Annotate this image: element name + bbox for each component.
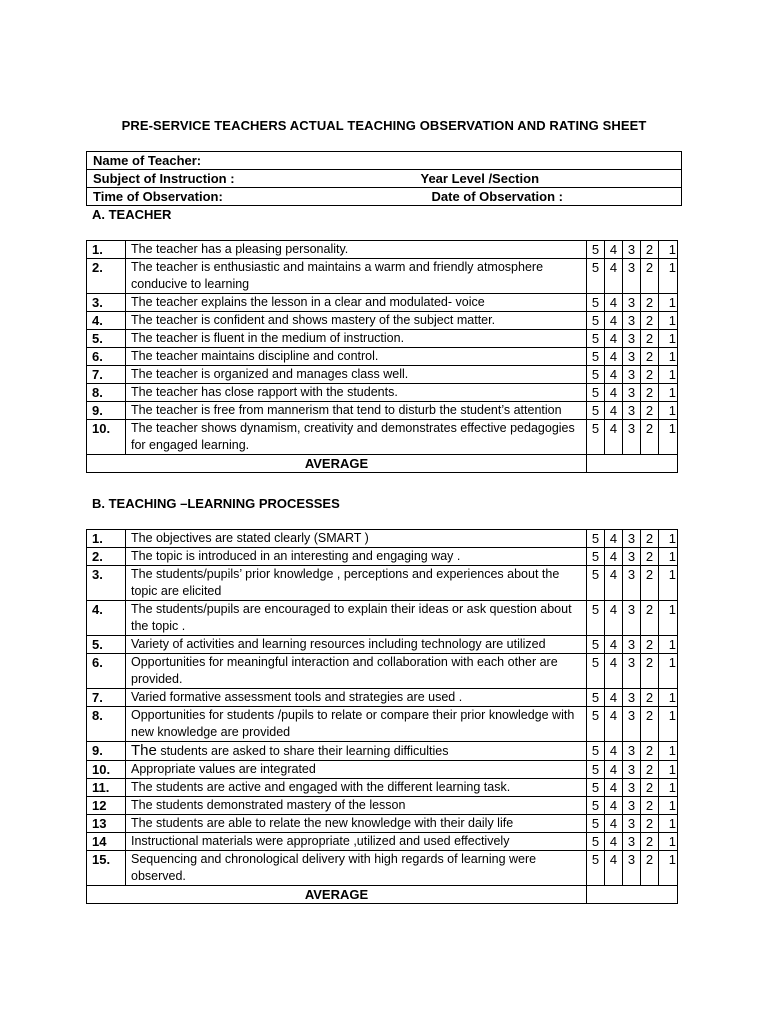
rating-option-3[interactable]: 3 (623, 636, 641, 654)
rating-option-5[interactable]: 5 (587, 330, 605, 348)
rating-option-4[interactable]: 4 (605, 366, 623, 384)
rating-option-4[interactable]: 4 (605, 636, 623, 654)
rating-option-1[interactable]: 1 (659, 366, 678, 384)
average-row (87, 455, 678, 473)
rating-option-1[interactable]: 1 (659, 742, 678, 761)
rating-option-4[interactable]: 4 (605, 548, 623, 566)
rating-option-2[interactable]: 2 (641, 689, 659, 707)
average-value-field[interactable] (587, 455, 678, 473)
rating-option-4[interactable]: 4 (605, 761, 623, 779)
item-description: Opportunities for meaningful interaction and collaboration with each other are provided. (126, 654, 587, 689)
rating-option-2[interactable]: 2 (641, 366, 659, 384)
rating-option-4[interactable]: 4 (605, 779, 623, 797)
rating-option-4[interactable]: 4 (605, 259, 623, 294)
info-row-name (87, 152, 682, 170)
rating-option-1[interactable]: 1 (659, 601, 678, 636)
rating-option-2[interactable]: 2 (641, 294, 659, 312)
rating-option-1[interactable]: 1 (659, 294, 678, 312)
rating-option-2[interactable]: 2 (641, 548, 659, 566)
rating-option-2[interactable]: 2 (641, 259, 659, 294)
rating-option-4[interactable]: 4 (605, 689, 623, 707)
rating-option-2[interactable]: 2 (641, 530, 659, 548)
item-description: Appropriate values are integrated (126, 761, 587, 779)
table-row (87, 636, 678, 654)
rating-option-4[interactable]: 4 (605, 815, 623, 833)
item-number: 6. (87, 654, 126, 689)
rating-option-1[interactable]: 1 (659, 348, 678, 366)
item-description: Sequencing and chronological delivery with high regards of learning were observed. (126, 851, 587, 886)
rating-option-1[interactable]: 1 (659, 420, 678, 455)
rating-option-3[interactable]: 3 (623, 851, 641, 886)
rating-option-4[interactable]: 4 (605, 797, 623, 815)
rating-option-3[interactable]: 3 (623, 259, 641, 294)
rating-option-2[interactable]: 2 (641, 420, 659, 455)
rating-option-4[interactable]: 4 (605, 707, 623, 742)
time-label: Time of Observation: (93, 189, 223, 204)
rating-option-2[interactable]: 2 (641, 707, 659, 742)
rating-option-5[interactable]: 5 (587, 654, 605, 689)
rating-option-3[interactable]: 3 (623, 779, 641, 797)
rating-option-5[interactable]: 5 (587, 742, 605, 761)
table-row (87, 312, 678, 330)
rating-option-5[interactable]: 5 (587, 366, 605, 384)
table-row (87, 348, 678, 366)
table-row (87, 707, 678, 742)
rating-option-3[interactable]: 3 (623, 420, 641, 455)
rating-option-5[interactable]: 5 (587, 689, 605, 707)
item-description: The topic is introduced in an interesting and engaging way . (126, 548, 587, 566)
item-number: 6. (87, 348, 126, 366)
item-number: 10. (87, 420, 126, 455)
rating-option-3[interactable]: 3 (623, 689, 641, 707)
rating-option-4[interactable]: 4 (605, 241, 623, 259)
rating-option-3[interactable]: 3 (623, 742, 641, 761)
table-row (87, 294, 678, 312)
info-row-time (87, 188, 682, 206)
rating-option-2[interactable]: 2 (641, 851, 659, 886)
average-value-field[interactable] (587, 886, 678, 904)
rating-option-4[interactable]: 4 (605, 851, 623, 886)
rating-option-5[interactable]: 5 (587, 636, 605, 654)
rating-option-5[interactable]: 5 (587, 241, 605, 259)
rating-option-5[interactable]: 5 (587, 815, 605, 833)
item-description: The students demonstrated mastery of the lesson (126, 797, 587, 815)
rating-option-2[interactable]: 2 (641, 833, 659, 851)
rating-option-1[interactable]: 1 (659, 689, 678, 707)
rating-option-1[interactable]: 1 (659, 654, 678, 689)
rating-option-4[interactable]: 4 (605, 420, 623, 455)
rating-option-3[interactable]: 3 (623, 548, 641, 566)
rating-option-3[interactable]: 3 (623, 348, 641, 366)
rating-option-5[interactable]: 5 (587, 851, 605, 886)
item-number: 2. (87, 259, 126, 294)
average-row (87, 886, 678, 904)
table-row (87, 815, 678, 833)
rating-option-3[interactable]: 3 (623, 384, 641, 402)
rating-option-3[interactable]: 3 (623, 761, 641, 779)
rating-option-2[interactable]: 2 (641, 241, 659, 259)
rating-option-3[interactable]: 3 (623, 402, 641, 420)
rating-option-3[interactable]: 3 (623, 566, 641, 601)
rating-option-1[interactable]: 1 (659, 241, 678, 259)
item-description: The teacher is confident and shows mastery of the subject matter. (126, 312, 587, 330)
item-description: The teacher shows dynamism, creativity and demonstrates effective pedagogies for engaged learning. (126, 420, 587, 455)
rating-option-1[interactable]: 1 (659, 815, 678, 833)
rating-option-4[interactable]: 4 (605, 402, 623, 420)
rating-option-2[interactable]: 2 (641, 312, 659, 330)
item-description: The teacher is free from mannerism that tend to disturb the student’s attention (126, 402, 587, 420)
item-number: 5. (87, 636, 126, 654)
rating-option-5[interactable]: 5 (587, 294, 605, 312)
rating-option-3[interactable]: 3 (623, 294, 641, 312)
subject-and-year-field[interactable] (87, 170, 682, 188)
item-number: 3. (87, 294, 126, 312)
item-description: The teacher has close rapport with the students. (126, 384, 587, 402)
rating-option-3[interactable]: 3 (623, 312, 641, 330)
rating-option-4[interactable]: 4 (605, 294, 623, 312)
item-number: 7. (87, 689, 126, 707)
rating-option-5[interactable]: 5 (587, 384, 605, 402)
item-description: The students/pupils’ prior knowledge , perceptions and experiences about the topic are elicited (126, 566, 587, 601)
rating-option-3[interactable]: 3 (623, 530, 641, 548)
rating-option-4[interactable]: 4 (605, 330, 623, 348)
rating-option-2[interactable]: 2 (641, 384, 659, 402)
rating-option-4[interactable]: 4 (605, 601, 623, 636)
item-number: 9. (87, 402, 126, 420)
rating-option-2[interactable]: 2 (641, 330, 659, 348)
item-description (126, 742, 587, 761)
rating-option-3[interactable]: 3 (623, 815, 641, 833)
rating-option-5[interactable]: 5 (587, 566, 605, 601)
table-row (87, 851, 678, 886)
rating-option-5[interactable]: 5 (587, 548, 605, 566)
table-row (87, 330, 678, 348)
rating-option-1[interactable]: 1 (659, 312, 678, 330)
rating-option-3[interactable]: 3 (623, 654, 641, 689)
section-b-table (86, 529, 678, 904)
rating-option-4[interactable]: 4 (605, 348, 623, 366)
item-number: 3. (87, 566, 126, 601)
table-row (87, 779, 678, 797)
item-number: 1. (87, 530, 126, 548)
item-description: The students are able to relate the new knowledge with their daily life (126, 815, 587, 833)
table-row (87, 742, 678, 761)
item-number: 15. (87, 851, 126, 886)
rating-option-2[interactable]: 2 (641, 402, 659, 420)
rating-option-2[interactable]: 2 (641, 761, 659, 779)
table-row (87, 259, 678, 294)
average-label: AVERAGE (87, 886, 587, 904)
time-and-date-field[interactable] (87, 188, 682, 206)
item-description: Opportunities for students /pupils to relate or compare their prior knowledge with new knowledge are provided (126, 707, 587, 742)
item-number: 11. (87, 779, 126, 797)
rating-option-4[interactable]: 4 (605, 654, 623, 689)
rating-option-3[interactable]: 3 (623, 833, 641, 851)
rating-option-5[interactable]: 5 (587, 761, 605, 779)
item-description: The teacher is enthusiastic and maintains a warm and friendly atmosphere conducive to learning (126, 259, 587, 294)
item-number: 4. (87, 312, 126, 330)
item-number: 9. (87, 742, 126, 761)
rating-option-5[interactable]: 5 (587, 779, 605, 797)
rating-option-3[interactable]: 3 (623, 241, 641, 259)
rating-option-4[interactable]: 4 (605, 384, 623, 402)
item-description: The students are active and engaged with the different learning task. (126, 779, 587, 797)
rating-option-5[interactable]: 5 (587, 707, 605, 742)
item-number: 1. (87, 241, 126, 259)
rating-option-1[interactable]: 1 (659, 707, 678, 742)
rating-option-5[interactable]: 5 (587, 420, 605, 455)
table-row (87, 530, 678, 548)
table-row (87, 366, 678, 384)
section-a-heading: A. TEACHER (92, 207, 172, 222)
rating-option-5[interactable]: 5 (587, 797, 605, 815)
rating-option-5[interactable]: 5 (587, 312, 605, 330)
table-row (87, 420, 678, 455)
item-number: 13 (87, 815, 126, 833)
rating-option-2[interactable]: 2 (641, 797, 659, 815)
item-description: The objectives are stated clearly (SMART ) (126, 530, 587, 548)
rating-option-3[interactable]: 3 (623, 330, 641, 348)
rating-option-4[interactable]: 4 (605, 833, 623, 851)
table-row (87, 241, 678, 259)
item-number: 7. (87, 366, 126, 384)
rating-option-1[interactable]: 1 (659, 384, 678, 402)
item-description: The teacher has a pleasing personality. (126, 241, 587, 259)
rating-option-2[interactable]: 2 (641, 566, 659, 601)
info-row-subject (87, 170, 682, 188)
subject-label: Subject of Instruction : (93, 171, 235, 186)
rating-option-1[interactable]: 1 (659, 530, 678, 548)
name-of-teacher-field[interactable]: Name of Teacher: (87, 152, 682, 170)
date-label: Date of Observation : (431, 189, 563, 204)
rating-option-1[interactable]: 1 (659, 259, 678, 294)
rating-option-2[interactable]: 2 (641, 742, 659, 761)
table-row (87, 797, 678, 815)
rating-option-5[interactable]: 5 (587, 833, 605, 851)
item-description: Varied formative assessment tools and strategies are used . (126, 689, 587, 707)
year-level-label: Year Level /Section (420, 171, 540, 186)
table-row (87, 384, 678, 402)
table-row (87, 601, 678, 636)
rating-option-2[interactable]: 2 (641, 348, 659, 366)
rating-option-3[interactable]: 3 (623, 366, 641, 384)
item-number: 10. (87, 761, 126, 779)
item-description: The teacher is organized and manages class well. (126, 366, 587, 384)
rating-option-1[interactable]: 1 (659, 636, 678, 654)
rating-option-1[interactable]: 1 (659, 548, 678, 566)
table-row (87, 566, 678, 601)
table-row (87, 833, 678, 851)
item-description: Variety of activities and learning resources including technology are utilized (126, 636, 587, 654)
average-label: AVERAGE (87, 455, 587, 473)
item-description: The teacher explains the lesson in a clear and modulated- voice (126, 294, 587, 312)
item-number: 8. (87, 384, 126, 402)
page-title: PRE-SERVICE TEACHERS ACTUAL TEACHING OBSERVATION AND RATING SHEET (121, 118, 647, 133)
rating-option-2[interactable]: 2 (641, 654, 659, 689)
item-number: 4. (87, 601, 126, 636)
rating-option-2[interactable]: 2 (641, 601, 659, 636)
rating-option-1[interactable]: 1 (659, 779, 678, 797)
rating-option-1[interactable]: 1 (659, 833, 678, 851)
table-row (87, 761, 678, 779)
rating-option-5[interactable]: 5 (587, 601, 605, 636)
rating-option-2[interactable]: 2 (641, 815, 659, 833)
rating-option-1[interactable]: 1 (659, 330, 678, 348)
rating-option-4[interactable]: 4 (605, 566, 623, 601)
rating-option-3[interactable]: 3 (623, 797, 641, 815)
item-description: The teacher maintains discipline and control. (126, 348, 587, 366)
section-a-table (86, 240, 678, 473)
rating-option-4[interactable]: 4 (605, 312, 623, 330)
item-description: The students/pupils are encouraged to explain their ideas or ask question about the topic . (126, 601, 587, 636)
rating-option-2[interactable]: 2 (641, 779, 659, 797)
table-row (87, 402, 678, 420)
rating-option-1[interactable]: 1 (659, 402, 678, 420)
rating-option-1[interactable]: 1 (659, 566, 678, 601)
rating-option-5[interactable]: 5 (587, 402, 605, 420)
item-number: 14 (87, 833, 126, 851)
rating-option-5[interactable]: 5 (587, 259, 605, 294)
item-number: 8. (87, 707, 126, 742)
rating-option-3[interactable]: 3 (623, 601, 641, 636)
rating-option-1[interactable]: 1 (659, 797, 678, 815)
rating-option-4[interactable]: 4 (605, 530, 623, 548)
item-number: 2. (87, 548, 126, 566)
item-description-lead: The (131, 742, 157, 759)
rating-option-5[interactable]: 5 (587, 530, 605, 548)
rating-option-2[interactable]: 2 (641, 636, 659, 654)
item-description: Instructional materials were appropriate ,utilized and used effectively (126, 833, 587, 851)
item-description: The teacher is fluent in the medium of instruction. (126, 330, 587, 348)
rating-option-5[interactable]: 5 (587, 348, 605, 366)
table-row (87, 548, 678, 566)
item-number: 12 (87, 797, 126, 815)
table-row (87, 654, 678, 689)
table-row (87, 689, 678, 707)
rating-option-3[interactable]: 3 (623, 707, 641, 742)
rating-option-4[interactable]: 4 (605, 742, 623, 761)
teacher-info-table (86, 151, 682, 206)
item-description-rest: students are asked to share their learning difficulties (156, 744, 449, 758)
rating-option-1[interactable]: 1 (659, 851, 678, 886)
rating-option-1[interactable]: 1 (659, 761, 678, 779)
item-number: 5. (87, 330, 126, 348)
section-b-heading: B. TEACHING –LEARNING PROCESSES (92, 496, 340, 511)
